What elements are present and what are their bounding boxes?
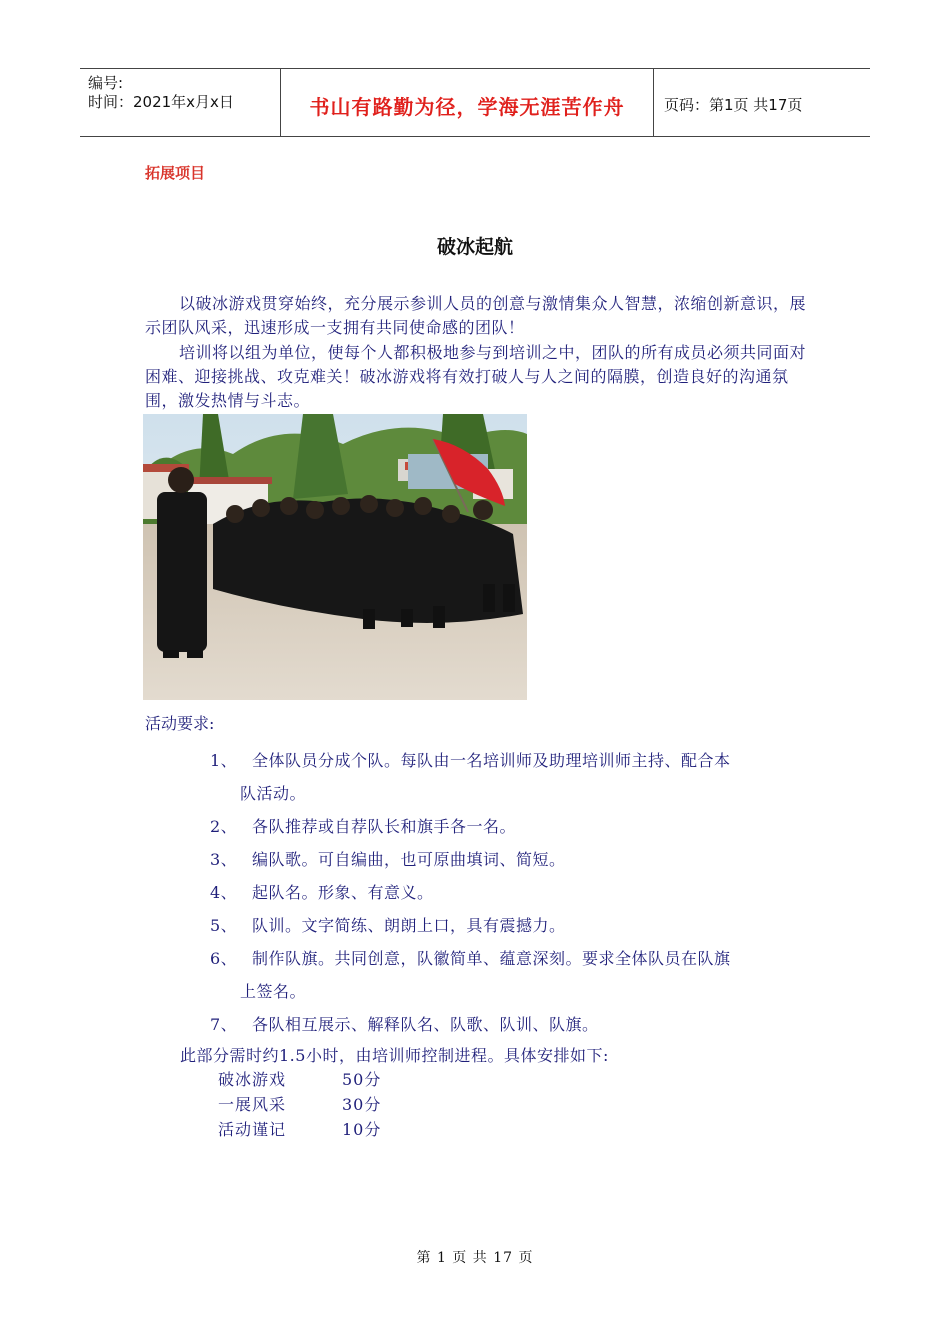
list-item-number: 6、 — [210, 949, 238, 968]
schedule-item-duration: 50分 — [342, 1070, 382, 1089]
list-item-text: 全体队员分成个队。每队由一名培训师及助理培训师主持、配合本 — [252, 751, 731, 770]
training-paragraph — [145, 341, 810, 413]
list-item-number: 1、 — [210, 751, 238, 770]
document-title: 破冰起航 — [436, 236, 513, 258]
header-slogan-cell — [281, 69, 654, 136]
list-item-text: 队训。文字简练、朗朗上口，具有震撼力。 — [252, 916, 566, 935]
schedule-item-name: 活动谨记 — [218, 1120, 287, 1139]
schedule-summary: 此部分需时约1.5小时，由培训师控制进程。具体安排如下: — [180, 1046, 609, 1065]
list-item — [210, 942, 815, 1008]
header-number-label: 编号: — [88, 74, 124, 92]
list-item — [210, 744, 815, 810]
schedule-item-name: 一展风采 — [218, 1095, 287, 1114]
section-label: 拓展项目 — [145, 164, 206, 182]
schedule-table — [218, 1067, 381, 1142]
intro-paragraph — [145, 292, 810, 340]
table-row — [218, 1117, 381, 1142]
page-footer: 第 1 页 共 17 页 — [416, 1250, 534, 1266]
list-item — [210, 909, 815, 942]
table-row — [218, 1067, 381, 1092]
page-header — [80, 68, 870, 137]
header-page-info: 页码：第1页 共17页 — [664, 96, 803, 114]
list-item-text: 各队相互展示、解释队名、队歌、队训、队旗。 — [252, 1015, 599, 1034]
list-item-number: 7、 — [210, 1015, 238, 1034]
header-time-label: 时间：2021年x月x日 — [88, 93, 234, 111]
intro-paragraph-line1: 以破冰游戏贯穿始终，充分展示参训人员的创意与激情集众人智慧，浓缩 — [179, 294, 708, 313]
list-item-number: 3、 — [210, 850, 238, 869]
list-item — [210, 1008, 815, 1041]
table-row — [218, 1092, 381, 1117]
header-meta-cell — [80, 69, 281, 136]
schedule-item-duration: 10分 — [342, 1120, 382, 1139]
requirements-list — [210, 744, 815, 1041]
schedule-item-name: 破冰游戏 — [218, 1070, 287, 1089]
list-item-continuation: 队活动。 — [240, 784, 307, 803]
list-item — [210, 843, 815, 876]
list-item — [210, 810, 815, 843]
list-item-text: 各队推荐或自荐队长和旗手各一名。 — [252, 817, 517, 836]
training-paragraph-rest: 必须共同面对困难、迎接挑战、攻克难关！破冰游戏将有效打破人与人之间的隔膜，创造良好的沟通氛围，激发热情与斗志。 — [145, 343, 807, 410]
intro-paragraph-rest: 创新意识，展示团队风采，迅速形成一支拥有共同使命感的团队！ — [145, 294, 807, 337]
list-item-number: 5、 — [210, 916, 238, 935]
requirements-heading: 活动要求: — [145, 714, 215, 733]
list-item-number: 4、 — [210, 883, 238, 902]
team-activity-photo — [143, 414, 527, 700]
header-slogan: 书山有路勤为径，学海无涯苦作舟 — [309, 95, 625, 119]
schedule-item-duration: 30分 — [342, 1095, 382, 1114]
list-item-text: 编队歌。可自编曲，也可原曲填词、简短。 — [252, 850, 566, 869]
list-item-number: 2、 — [210, 817, 238, 836]
header-page-cell — [654, 69, 870, 136]
list-item-text: 起队名。形象、有意义。 — [252, 883, 434, 902]
list-item — [210, 876, 815, 909]
training-paragraph-line1: 培训将以组为单位，使每个人都积极地参与到培训之中，团队的所有成员 — [179, 343, 708, 362]
list-item-continuation: 上签名。 — [240, 982, 307, 1001]
list-item-text: 制作队旗。共同创意，队徽简单、蕴意深刻。要求全体队员在队旗 — [252, 949, 731, 968]
